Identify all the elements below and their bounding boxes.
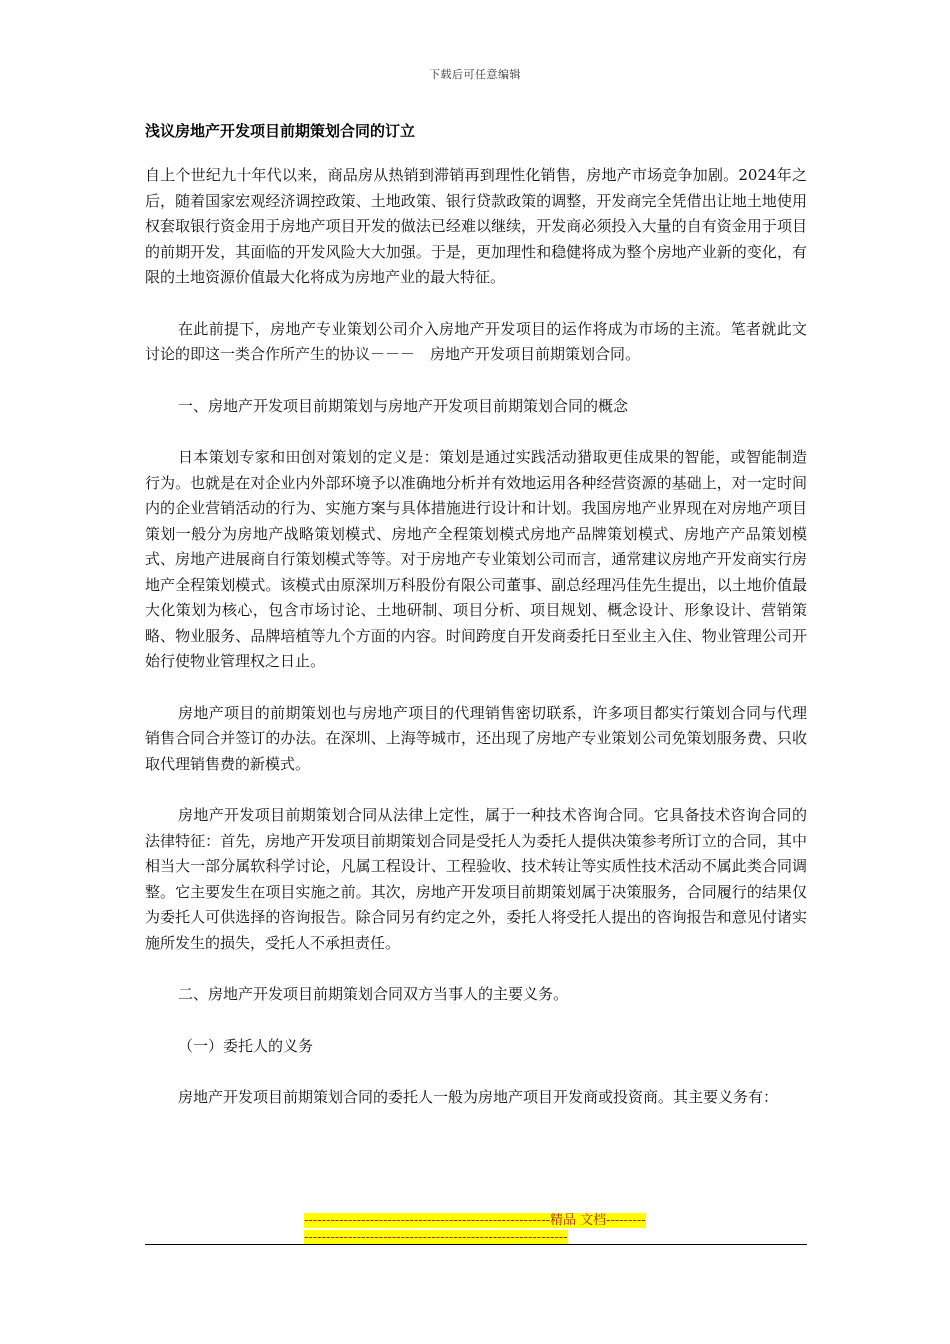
footer-watermark-text: --------------------------------------------------------精品 文档--------------------------------------------------------------------- xyxy=(304,1213,646,1245)
section-heading-1: 一、房地产开发项目前期策划与房地产开发项目前期策划合同的概念 xyxy=(178,396,629,415)
document-title: 浅议房地产开发项目前期策划合同的订立 xyxy=(145,122,416,140)
footer-divider xyxy=(145,1244,807,1245)
footer-watermark xyxy=(304,1212,649,1246)
paragraph-client-duties: 房地产开发项目前期策划合同的委托人一般为房地产项目开发商或投资商。其主要义务有： xyxy=(178,1088,779,1106)
paragraph-premise: 在此前提下，房地产专业策划公司介入房地产开发项目的运作将成为市场的主流。笔者就此文讨论的即这一类合作所产生的协议－－－ 房地产开发项目前期策划合同。 xyxy=(145,319,807,363)
paragraph-intro: 自上个世纪九十年代以来，商品房从热销到滞销再到理性化销售，房地产市场竞争加剧。2024年之后，随着国家宏观经济调控政策、土地政策、银行贷款政策的调整，开发商完全凭借出让地土地使用权套取银行资金用于房地产项目开发的做法已经难以继续，开发商必须投入大量的自有资金用于项目的前期开发，其面临的开发风险大大加强。于是，更加理性和稳健将成为整个房地产业新的变化，有限的土地资源价值最大化将成为房地产业的最大特征。 xyxy=(145,166,807,286)
section-heading-2: 二、房地产开发项目前期策划合同双方当事人的主要义务。 xyxy=(178,985,569,1003)
paragraph-agency-sales: 房地产项目的前期策划也与房地产项目的代理销售密切联系，许多项目都实行策划合同与代理销售合同合并签订的办法。在深圳、上海等城市，还出现了房地产专业策划公司免策划服务费、只收取代理销售费的新模式。 xyxy=(145,703,807,773)
header-note: 下载后可任意编辑 xyxy=(429,68,521,81)
subsection-heading-1: （一）委托人的义务 xyxy=(178,1036,314,1055)
paragraph-definition: 日本策划专家和田创对策划的定义是：策划是通过实践活动猎取更佳成果的智能，或智能制造行为。也就是在对企业内外部环境予以准确地分析并有效地运用各种经营资源的基础上，对一定时间内的企业营销活动的行为、实施方案与具体措施进行设计和计划。我国房地产业界现在对房地产项目策划一般分为房地产战略策划模式、房地产全程策划模式房地产品牌策划模式、房地产产品策划模式、房地产进展商自行策划模式等等。对于房地产专业策划公司而言，通常建议房地产开发商实行房地产全程策划模式。该模式由原深圳万科股份有限公司董事、副总经理冯佳先生提出，以土地价值最大化策划为核心，包含市场讨论、土地研制、项目分析、项目规划、概念设计、形象设计、营销策略、物业服务、品牌培植等九个方面的内容。时间跨度自开发商委托日至业主入住、物业管理公司开始行使物业管理权之日止。 xyxy=(145,448,807,670)
document-body xyxy=(145,163,807,1137)
paragraph-legal-nature: 房地产开发项目前期策划合同从法律上定性，属于一种技术咨询合同。它具备技术咨询合同的法律特征：首先，房地产开发项目前期策划合同是受托人为委托人提供决策参考所订立的合同，其中相当大一部分属软科学讨论，凡属工程设计、工程验收、技术转让等实质性技术活动不属此类合同调整。它主要发生在项目实施之前。其次，房地产开发项目前期策划属于决策服务，合同履行的结果仅为委托人可供选择的咨询报告。除合同另有约定之外，委托人将受托人提出的咨询报告和意见付诸实施所发生的损失，受托人不承担责任。 xyxy=(145,806,807,952)
